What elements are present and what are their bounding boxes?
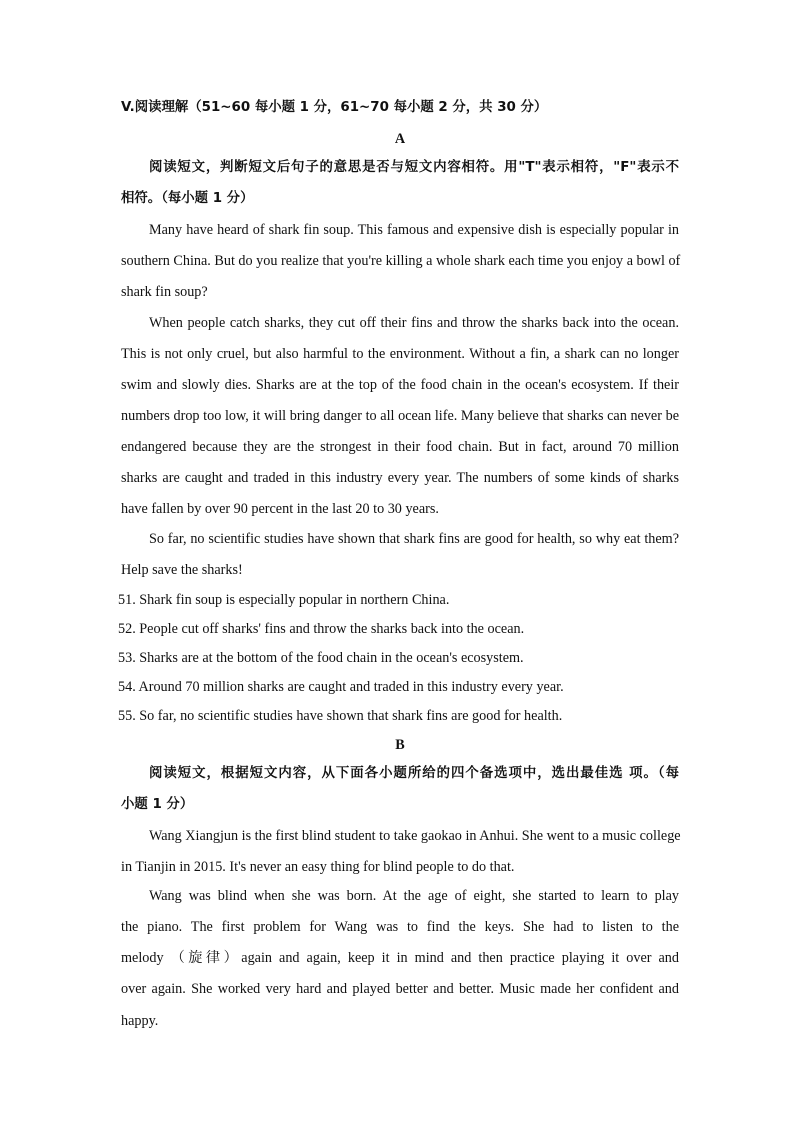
passage-b-line: Wang Xiangjun is the first blind student to take gaokao in Anhui. She went to a music college	[149, 828, 681, 844]
passage-a-line: sharks are caught and traded in this industry every year. The numbers of some kinds of sharks	[121, 470, 679, 486]
question-53: 53. Sharks are at the bottom of the food chain in the ocean's ecosystem.	[118, 650, 524, 666]
passage-a-line: endangered because they are the strongest in their food chain. But in fact, around 70 million	[121, 439, 679, 455]
passage-a-line: Help save the sharks!	[121, 562, 243, 578]
passage-a-line: shark fin soup?	[121, 284, 208, 300]
part-a-instruction-line-2: 相符。（每小题 1 分）	[121, 191, 254, 206]
passage-b-line: the piano. The first problem for Wang was to find the keys. She had to listen to the	[121, 919, 679, 935]
question-52: 52. People cut off sharks' fins and throw the sharks back into the ocean.	[118, 621, 525, 637]
section-heading: V.阅读理解（51~60 每小题 1 分，61~70 每小题 2 分，共 30 分）	[121, 100, 548, 115]
passage-a-line: When people catch sharks, they cut off their fins and throw the sharks back into the ocean.	[149, 315, 679, 331]
passage-b-line: melody （旋律）again and again, keep it in mind and then practice playing it over and	[121, 950, 679, 966]
part-b-label: B	[395, 737, 405, 753]
passage-a-line: numbers drop too low, it will bring danger to all ocean life. Many believe that sharks can never be	[121, 408, 679, 424]
part-a-label: A	[394, 131, 406, 147]
passage-b-line: happy.	[121, 1013, 159, 1029]
passage-a-line: swim and slowly dies. Sharks are at the top of the food chain in the ocean's ecosystem. If their	[121, 377, 679, 393]
passage-b-line: Wang was blind when she was born. At the age of eight, she started to learn to play	[149, 888, 679, 904]
question-51: 51. Shark fin soup is especially popular in northern China.	[118, 592, 450, 608]
passage-a-line: southern China. But do you realize that you're killing a whole shark each time you enjoy a bowl of	[121, 253, 681, 269]
question-54: 54. Around 70 million sharks are caught and traded in this industry every year.	[118, 679, 564, 695]
passage-a-line: This is not only cruel, but also harmful to the environment. Without a fin, a shark can no longer	[121, 346, 679, 362]
passage-b-line: in Tianjin in 2015. It's never an easy thing for blind people to do that.	[121, 859, 515, 875]
passage-b-line: over again. She worked very hard and played better and better. Music made her confident and	[121, 981, 679, 997]
part-b-instruction-line-1: 阅读短文，根据短文内容，从下面各小题所给的四个备选项中，选出最佳选 项。（每	[149, 766, 679, 781]
question-55: 55. So far, no scientific studies have shown that shark fins are good for health.	[118, 708, 563, 724]
part-a-instruction-line-1: 阅读短文，判断短文后句子的意思是否与短文内容相符。用"T"表示相符，"F"表示不	[149, 160, 679, 175]
passage-a-line: have fallen by over 90 percent in the last 20 to 30 years.	[121, 501, 439, 517]
part-b-instruction-line-2: 小题 1 分）	[121, 797, 194, 812]
passage-a-line: Many have heard of shark fin soup. This famous and expensive dish is especially popular in	[149, 222, 679, 238]
passage-a-line: So far, no scientific studies have shown that shark fins are good for health, so why eat them?	[149, 531, 679, 547]
